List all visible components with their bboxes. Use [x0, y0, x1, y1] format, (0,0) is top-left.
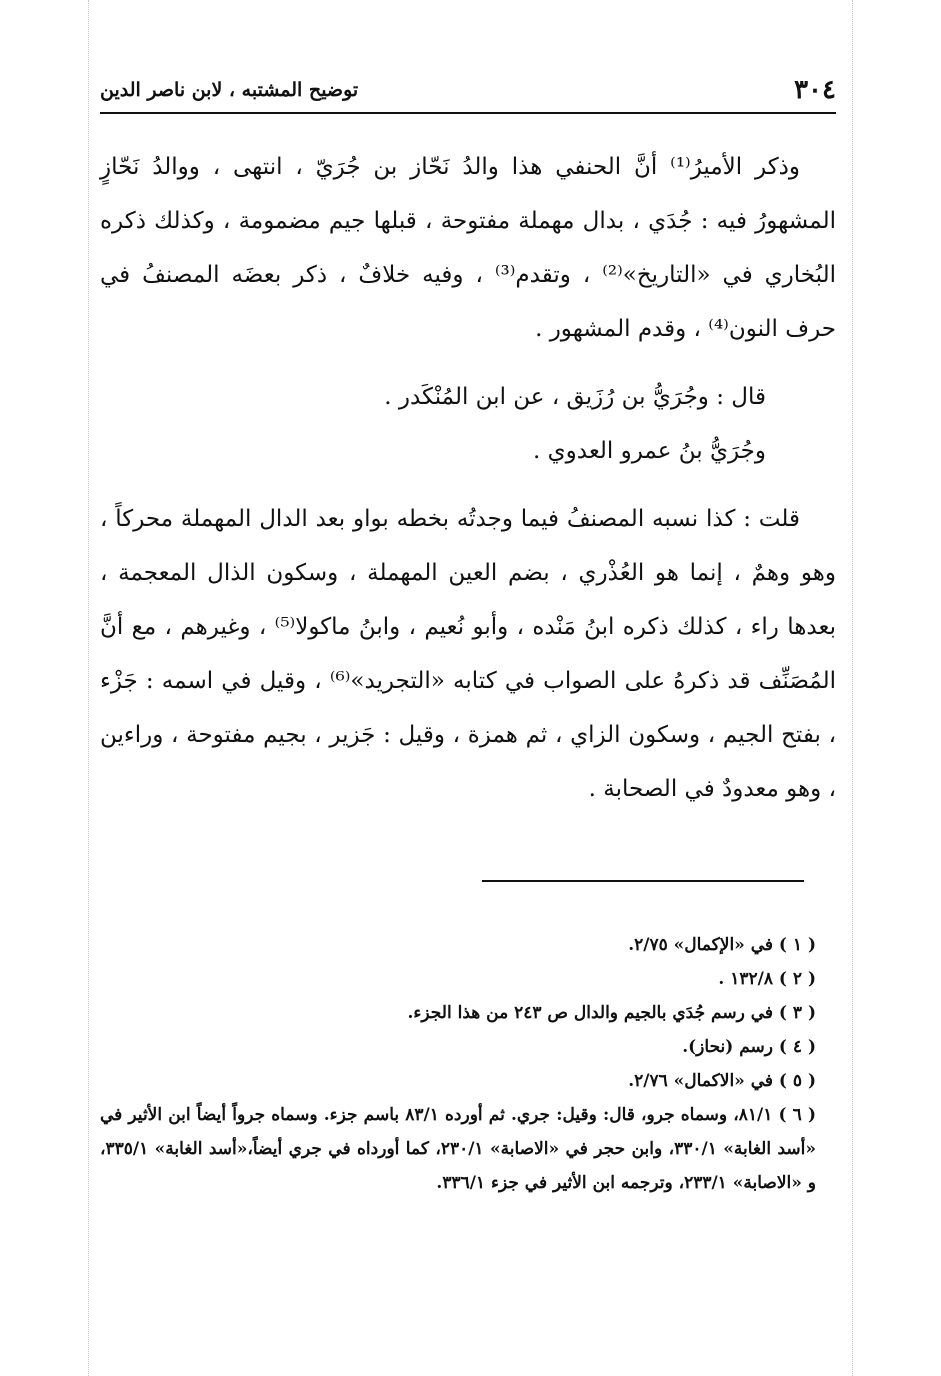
- quote-line-1: قال : وجُرَيُّ بن رُزَيق ، عن ابن المُنْكَدر .: [384, 384, 766, 410]
- quote-line-2: وجُرَيُّ بنُ عمرو العدوي .: [533, 438, 766, 464]
- footnote-4: ( ٤ ) رسم (نحاز).: [682, 1037, 816, 1057]
- paragraph-2: قلت : كذا نسبه المصنفُ فيما وجدتُه بخطه بواو بعد الدال المهملة محركاً ، وهو وهمٌ ، إنما هو العُذْري ، بضم العين المهملة ، وسكون الذال المعجمة ، بعدها راء ، كذلك ذكره ابنُ مَنْده ، وأبو نُعيم ، وابنُ ماكولا⁽⁵⁾ ، وغيرهم ، مع أنَّ المُصَنِّف قد ذكرهُ على الصواب في كتابه «التجريد»⁽⁶⁾ ، وقيل في اسمه : جَزْء ، بفتح الجيم ، وسكون الزاي ، ثم همزة ، وقيل : جَزير ، بجيم مفتوحة ، وراءين ، وهو معدودٌ في الصحابة .: [100, 506, 837, 802]
- footnote-separator: [482, 880, 804, 882]
- scan-guide-line-right: [852, 0, 853, 1376]
- footnotes: [100, 928, 816, 1200]
- page-header: [100, 68, 836, 114]
- footnote-1: ( ١ ) في «الإكمال» ٢/٧٥.: [628, 935, 816, 955]
- footnote-6: ( ٦ ) ٨١/١، وسماه جرو، قال: وقيل: جري. ثم أورده ٨٣/١ باسم جزء. وسماه جرواً أيضاً ابن الأثير في «أسد الغابة» ٣٣٠/١، وابن حجر في «الاصابة» ٢٣٠/١، كما أورداه في جري أيضاً،«أسد الغابة» ٣٣٥/١، و «الاصابة» ٢٣٣/١، وترجمه ابن الأثير في جزء ٣٣٦/١.: [100, 1105, 816, 1193]
- footnote-2: ( ٢ ) ١٣٢/٨ .: [718, 969, 816, 989]
- footnote-5: ( ٥ ) في «الاكمال» ٢/٧٦.: [628, 1071, 816, 1091]
- main-text: [100, 140, 836, 816]
- scan-guide-line-left: [88, 0, 89, 1376]
- running-title: توضيح المشتبه ، لابن ناصر الدين: [100, 79, 359, 101]
- paragraph-1: وذكر الأميرُ⁽¹⁾ أنَّ الحنفي هذا والدُ نَحّاز بن جُرَيّ ، انتهى ، ووالدُ نَحّازٍ المشهورُ فيه : جُدَي ، بدال مهملة مفتوحة ، قبلها جيم مضمومة ، وكذلك ذكره البُخاري في «التاريخ»⁽²⁾ ، وتقدم⁽³⁾ ، وفيه خلافٌ ، ذكر بعضَه المصنفُ في حرف النون⁽⁴⁾ ، وقدم المشهور .: [100, 154, 836, 342]
- page-number: ٣٠٤: [794, 75, 836, 105]
- footnote-3: ( ٣ ) في رسم جُدَي بالجيم والدال ص ٢٤٣ من هذا الجزء.: [407, 1003, 816, 1023]
